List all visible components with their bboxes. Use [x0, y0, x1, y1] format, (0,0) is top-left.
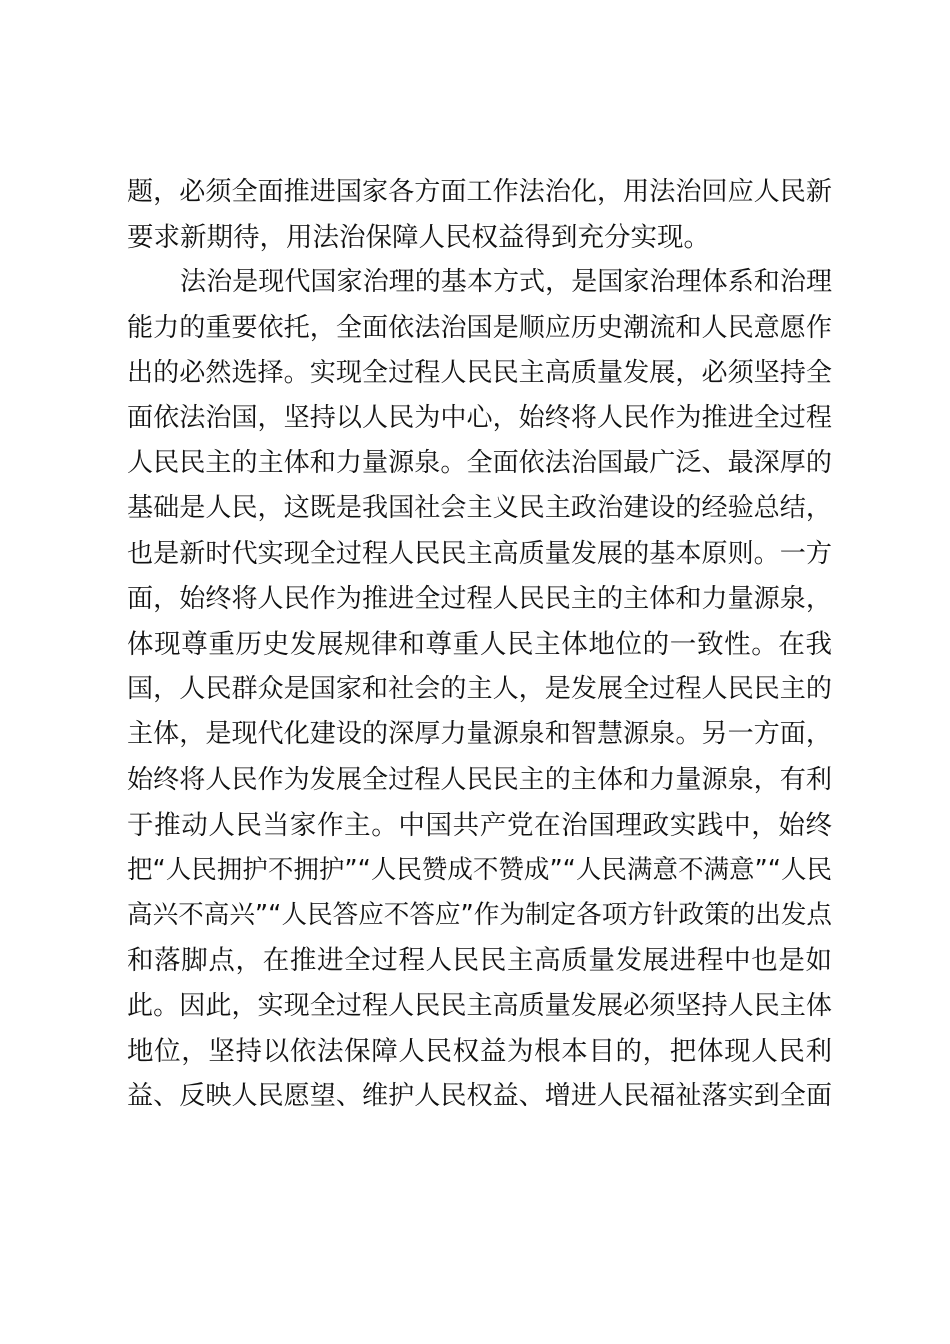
text-line: 主体，是现代化建设的深厚力量源泉和智慧源泉。另一方面， [127, 719, 832, 750]
text-line: 和落脚点，在推进全过程人民民主高质量发展进程中也是如 [127, 945, 832, 977]
text-line: 也是新时代实现全过程人民民主高质量发展的基本原则。一方 [127, 538, 832, 569]
text-line: 国，人民群众是国家和社会的主人，是发展全过程人民民主的 [127, 674, 832, 705]
text-line: 于推动人民当家作主。中国共产党在治国理政实践中，始终 [127, 809, 832, 841]
text-line: 能力的重要依托，全面依法治国是顺应历史潮流和人民意愿作 [127, 312, 832, 343]
text-line: 要求新期待，用法治保障人民权益得到充分实现。 [127, 222, 710, 254]
text-line: 人民民主的主体和力量源泉。全面依法治国最广泛、最深厚的 [127, 448, 832, 479]
body-text [127, 170, 832, 1119]
text-line: 出的必然选择。实现全过程人民民主高质量发展，必须坚持全 [127, 357, 832, 388]
text-line: 体现尊重历史发展规律和尊重人民主体地位的一致性。在我 [127, 629, 832, 661]
text-line: 基础是人民，这既是我国社会主义民主政治建设的经验总结， [127, 493, 832, 524]
text-line: 益、反映人民愿望、维护人民权益、增进人民福祉落实到全面 [127, 1081, 832, 1112]
text-line: 始终将人民作为发展全过程人民民主的主体和力量源泉，有利 [127, 764, 832, 795]
text-line: 此。因此，实现全过程人民民主高质量发展必须坚持人民主体 [127, 990, 832, 1021]
paragraph-first-line: 法治是现代国家治理的基本方式，是国家治理体系和治理 [180, 267, 832, 298]
text-line: 题，必须全面推进国家各方面工作法治化，用法治回应人民新 [127, 177, 832, 207]
text-line: 把“人民拥护不拥护”“人民赞成不赞成”“人民满意不满意”“人民 [127, 855, 832, 886]
text-line: 高兴不高兴”“人民答应不答应”作为制定各项方针政策的出发点 [127, 900, 832, 931]
text-line: 地位，坚持以依法保障人民权益为根本目的，把体现人民利 [127, 1035, 832, 1067]
text-line: 面，始终将人民作为推进全过程人民民主的主体和力量源泉， [127, 583, 832, 614]
text-line: 面依法治国，坚持以人民为中心，始终将人民作为推进全过程 [127, 403, 832, 434]
